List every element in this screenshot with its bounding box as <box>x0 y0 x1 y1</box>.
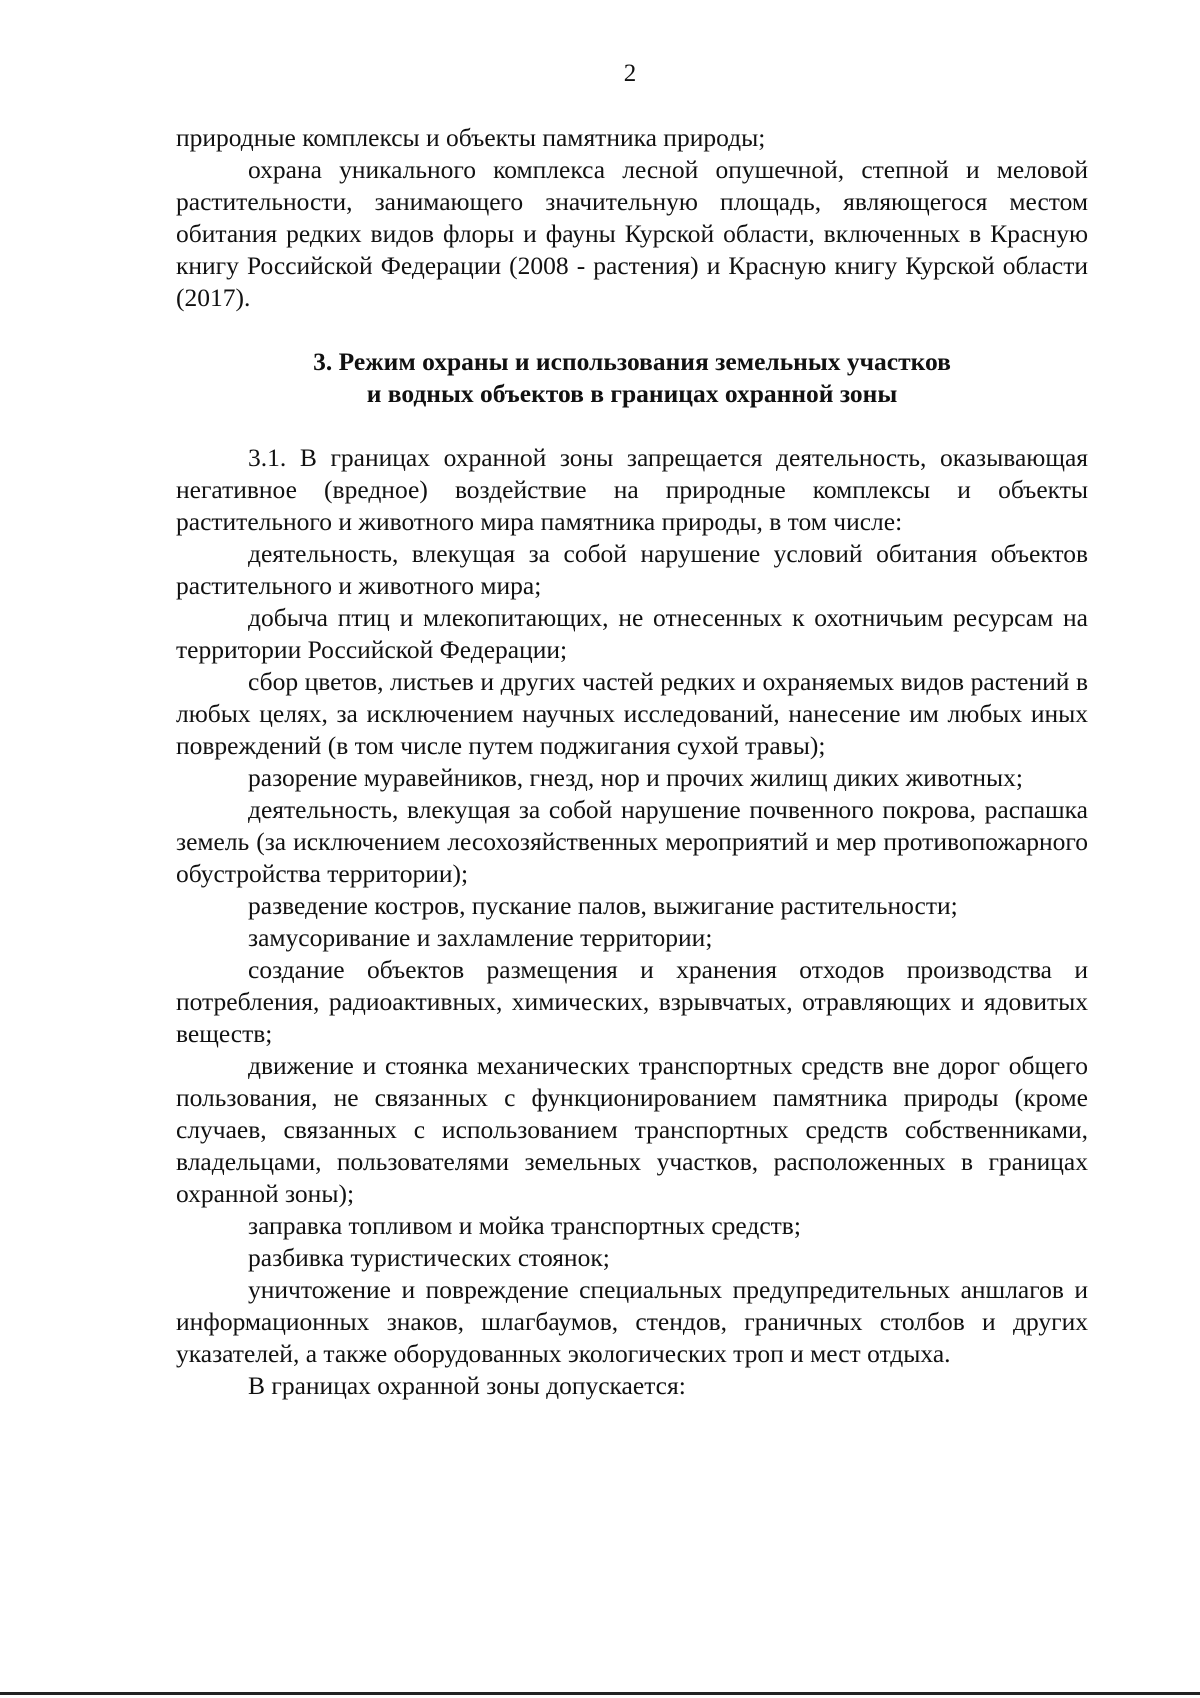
list-item: замусоривание и захламление территории; <box>248 923 713 952</box>
list-item: разорение муравейников, гнезд, нор и прочих жилищ диких животных; <box>248 763 1023 792</box>
section-heading-line: 3. Режим охраны и использования земельных участков <box>313 347 951 376</box>
list-item: добыча птиц и млекопитающих, не отнесенных к охотничьим ресурсам на территории Российской Федерации; <box>176 603 1088 664</box>
list-item: движение и стоянка механических транспортных средств вне дорог общего пользования, не связанных с функционированием памятника природы (кроме случаев, связанных с использованием транспортных средств собственниками, владельцами, пользователями земельных участков, расположенных в границах охранной зоны); <box>176 1051 1088 1208</box>
list-item: деятельность, влекущая за собой нарушение почвенного покрова, распашка земель (за исключением лесохозяйственных мероприятий и мер противопожарного обустройства территории); <box>176 795 1088 888</box>
document-body <box>176 122 1088 1402</box>
section-heading-line: и водных объектов в границах охранной зоны <box>366 379 898 408</box>
scan-edge-line <box>0 1692 1200 1695</box>
list-item: заправка топливом и мойка транспортных средств; <box>248 1211 801 1240</box>
list-item: разведение костров, пускание палов, выжигание растительности; <box>248 891 958 920</box>
list-item: сбор цветов, листьев и других частей редких и охраняемых видов растений в любых целях, за исключением научных исследований, нанесение им любых иных повреждений (в том числе путем поджигания сухой травы); <box>176 667 1088 760</box>
page-number: 2 <box>623 60 637 87</box>
list-item: уничтожение и повреждение специальных предупредительных аншлагов и информационных знаков, шлагбаумов, стендов, граничных столбов и других указателей, а также оборудованных экологических троп и мест отдыха. <box>176 1275 1088 1368</box>
paragraph: 3.1. В границах охранной зоны запрещается деятельность, оказывающая негативное (вредное) воздействие на природные комплексы и объекты растительного и животного мира памятника природы, в том числе: <box>176 443 1088 536</box>
list-item: разбивка туристических стоянок; <box>248 1243 610 1272</box>
list-item: создание объектов размещения и хранения отходов производства и потребления, радиоактивных, химических, взрывчатых, отравляющих и ядовитых веществ; <box>176 955 1088 1048</box>
paragraph: В границах охранной зоны допускается: <box>248 1371 686 1400</box>
paragraph: природные комплексы и объекты памятника природы; <box>176 123 766 152</box>
list-item: деятельность, влекущая за собой нарушение условий обитания объектов растительного и животного мира; <box>176 539 1088 600</box>
paragraph: охрана уникального комплекса лесной опушечной, степной и меловой растительности, занимающего значительную площадь, являющегося местом обитания редких видов флоры и фауны Курской области, включенных в Красную книгу Российской Федерации (2008 - растения) и Красную книгу Курской области (2017). <box>176 155 1088 312</box>
section-heading <box>176 346 1088 410</box>
